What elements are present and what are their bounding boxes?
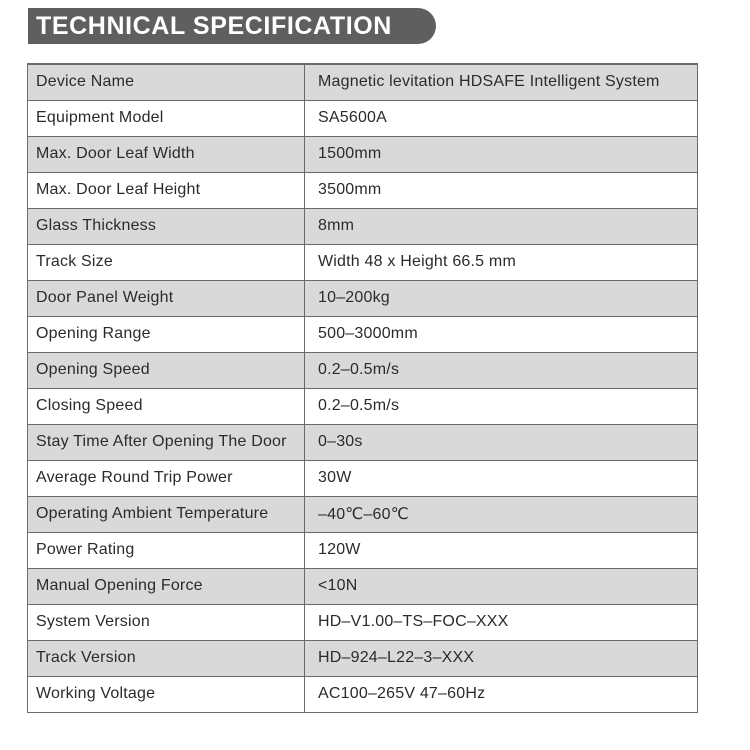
spec-value: HD–V1.00–TS–FOC–XXX — [305, 604, 698, 640]
table-row — [28, 352, 698, 388]
spec-value: 0.2–0.5m/s — [305, 352, 698, 388]
table-row — [28, 64, 698, 100]
table-row — [28, 568, 698, 604]
spec-label: Door Panel Weight — [28, 280, 305, 316]
table-row — [28, 496, 698, 532]
spec-value: 1500mm — [305, 136, 698, 172]
spec-label: Stay Time After Opening The Door — [28, 424, 305, 460]
table-row — [28, 208, 698, 244]
spec-value: 3500mm — [305, 172, 698, 208]
spec-label: Power Rating — [28, 532, 305, 568]
spec-table — [27, 63, 698, 713]
table-row — [28, 316, 698, 352]
spec-label: Working Voltage — [28, 676, 305, 712]
spec-label: Closing Speed — [28, 388, 305, 424]
table-row — [28, 100, 698, 136]
spec-value: HD–924–L22–3–XXX — [305, 640, 698, 676]
spec-value: Magnetic levitation HDSAFE Intelligent System — [305, 64, 698, 100]
spec-label: Average Round Trip Power — [28, 460, 305, 496]
spec-label: Max. Door Leaf Width — [28, 136, 305, 172]
spec-value: 0–30s — [305, 424, 698, 460]
spec-value: SA5600A — [305, 100, 698, 136]
spec-value: Width 48 x Height 66.5 mm — [305, 244, 698, 280]
spec-value: 500–3000mm — [305, 316, 698, 352]
spec-value: <10N — [305, 568, 698, 604]
table-row — [28, 388, 698, 424]
spec-value: AC100–265V 47–60Hz — [305, 676, 698, 712]
spec-label: Opening Range — [28, 316, 305, 352]
spec-label: Operating Ambient Temperature — [28, 496, 305, 532]
spec-table-body — [28, 64, 698, 712]
spec-value: 10–200kg — [305, 280, 698, 316]
title-banner — [28, 8, 436, 44]
spec-label: System Version — [28, 604, 305, 640]
table-row — [28, 676, 698, 712]
table-row — [28, 172, 698, 208]
table-row — [28, 460, 698, 496]
table-row — [28, 604, 698, 640]
table-row — [28, 280, 698, 316]
spec-value: 0.2–0.5m/s — [305, 388, 698, 424]
spec-value: 8mm — [305, 208, 698, 244]
table-row — [28, 532, 698, 568]
spec-label: Device Name — [28, 64, 305, 100]
spec-label: Max. Door Leaf Height — [28, 172, 305, 208]
spec-label: Glass Thickness — [28, 208, 305, 244]
spec-value: 30W — [305, 460, 698, 496]
table-row — [28, 640, 698, 676]
spec-label: Manual Opening Force — [28, 568, 305, 604]
table-row — [28, 136, 698, 172]
spec-label: Track Size — [28, 244, 305, 280]
page-title: TECHNICAL SPECIFICATION — [36, 11, 392, 40]
spec-value: 120W — [305, 532, 698, 568]
spec-value: –40℃–60℃ — [305, 496, 698, 532]
spec-label: Equipment Model — [28, 100, 305, 136]
table-row — [28, 424, 698, 460]
spec-label: Track Version — [28, 640, 305, 676]
spec-label: Opening Speed — [28, 352, 305, 388]
table-row — [28, 244, 698, 280]
